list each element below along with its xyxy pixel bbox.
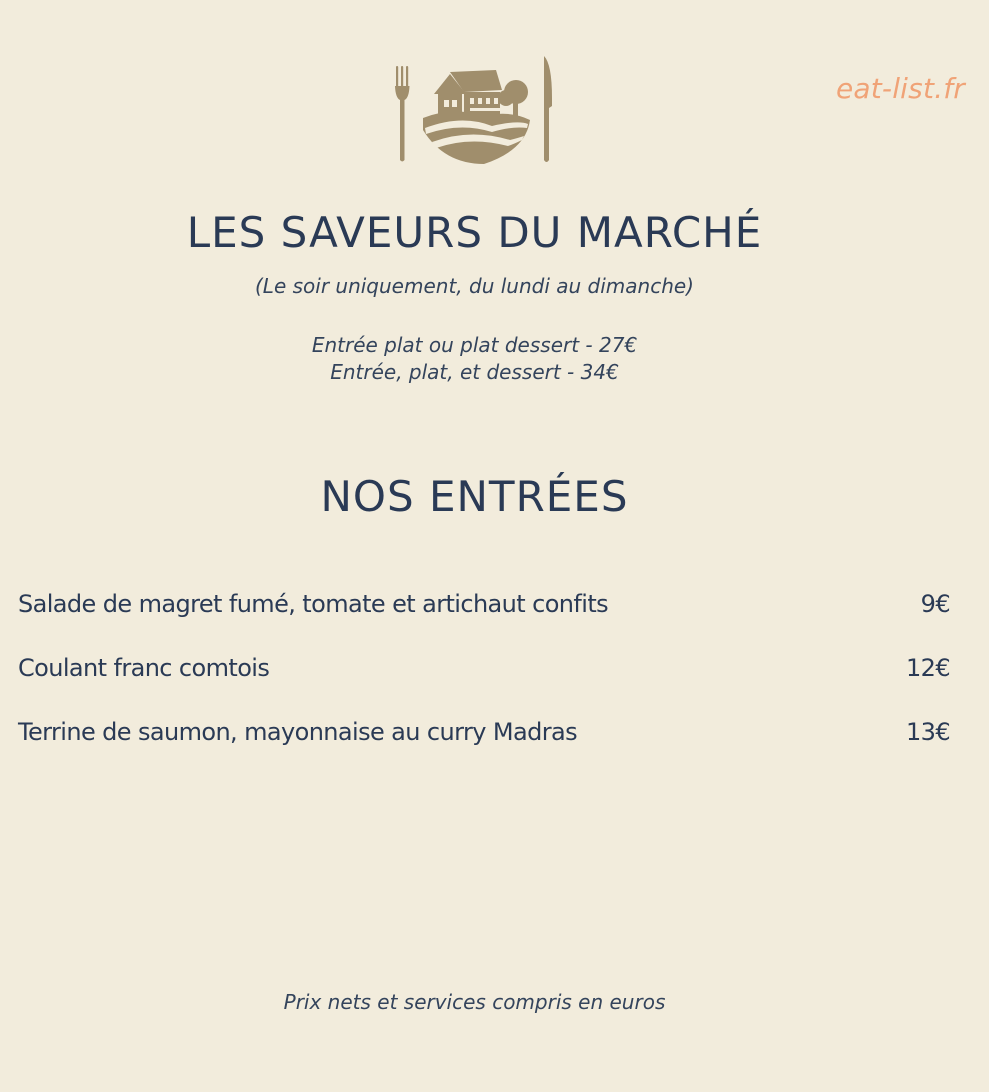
entrees-section-title: NOS ENTRÉES [320, 472, 629, 521]
dish-name: Terrine de saumon, mayonnaise au curry Madras [18, 718, 578, 746]
dish-row [18, 588, 954, 652]
formule-line: Entrée, plat, et dessert - 34€ [330, 360, 619, 384]
dish-name: Coulant franc comtois [18, 654, 270, 682]
dish-row [18, 652, 954, 716]
entrees-list [18, 588, 954, 780]
dish-price: 12€ [905, 654, 950, 682]
farmhouse-cutlery-logo-icon [392, 54, 558, 166]
menu-subtitle: (Le soir uniquement, du lundi au dimanche) [255, 274, 694, 298]
formule-line: Entrée plat ou plat dessert - 27€ [311, 333, 638, 357]
dish-row [18, 716, 954, 780]
watermark: eat-list.fr [835, 72, 965, 105]
footer-note: Prix nets et services compris en euros [283, 990, 666, 1014]
dish-price: 9€ [920, 590, 950, 618]
dish-name: Salade de magret fumé, tomate et artichaut confits [18, 590, 609, 618]
dish-price: 13€ [905, 718, 950, 746]
menu-formules [0, 332, 949, 386]
menu-title: LES SAVEURS DU MARCHÉ [186, 208, 763, 257]
